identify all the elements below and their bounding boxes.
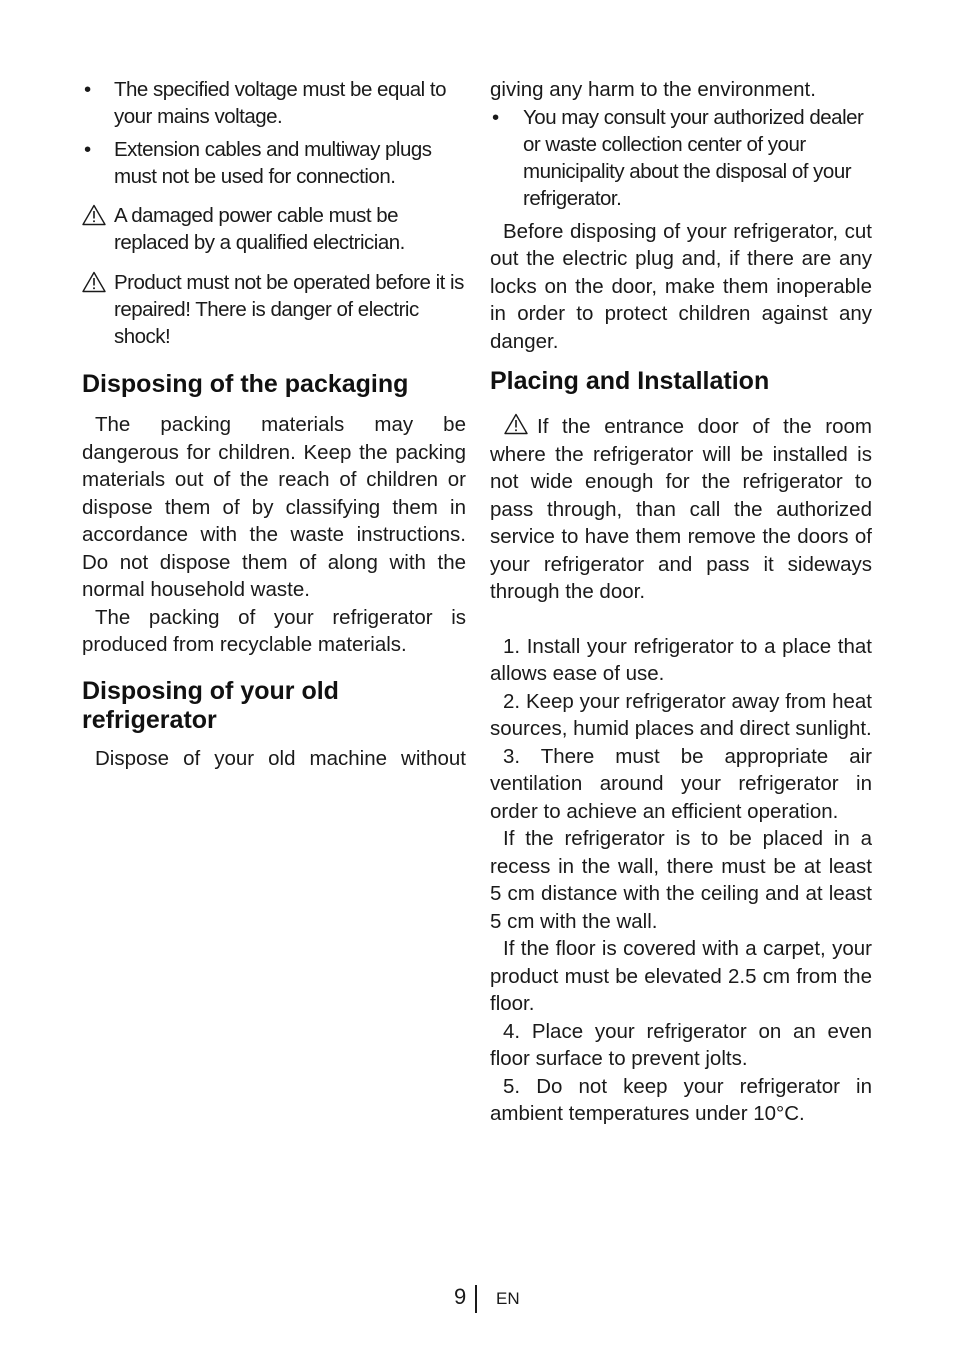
right-column	[490, 76, 872, 1128]
warning-paragraph	[490, 413, 872, 606]
list-item: 3. There must be appropriate air ventilation around your refrigerator in order to achieve an efficient operation.	[490, 744, 872, 823]
section-heading: Disposing of the packaging	[82, 370, 409, 398]
paragraph: If the refrigerator is to be placed in a recess in the wall, there must be at least 5 cm distance with the ceiling and at least 5 cm with the wall.	[490, 827, 872, 933]
bullet-item	[490, 104, 872, 212]
paragraph	[82, 411, 466, 466]
warning-triangle-icon	[82, 271, 106, 293]
list-item: 5. Do not keep your refrigerator in ambient temperatures under 10°C.	[490, 1074, 872, 1125]
warning-text: A damaged power cable must be replaced by a qualified electrician.	[114, 204, 405, 254]
section-heading: Disposing of your old refrigerator	[82, 676, 339, 734]
language-label: EN	[496, 1289, 520, 1308]
paragraph: Dispose of your old machine without	[95, 746, 466, 770]
warning-item	[82, 202, 466, 256]
list-item: 2. Keep your refrigerator away from heat sources, humid places and direct sunlight.	[490, 689, 872, 740]
warning-item	[82, 269, 466, 350]
warning-text: If the entrance door of the room where the refrigerator will be installed is not wide enough for the refrigerator to pass through, than call the authorized service to have them remove the doors of your refrigerator and pass it sideways through the door.	[490, 415, 872, 603]
warning-triangle-icon	[82, 204, 106, 226]
paragraph: giving any harm to the environment.	[490, 78, 816, 101]
section-heading: Placing and Installation	[490, 367, 770, 395]
warning-text: Product must not be operated before it is repaired! There is danger of electric shock!	[114, 271, 464, 348]
bullet-text: Extension cables and multiway plugs must not be used for connection.	[114, 138, 432, 188]
paragraph: Before disposing of your refrigerator, cut out the electric plug and, if there are any locks on the door, make them inoperable in order to protect children against any danger.	[490, 219, 872, 353]
paragraph-text: materials out of the reach of children or dispose them of by classifying them in accordance with the waste instructions. Do not dispose them of along with the normal household waste.	[82, 468, 466, 601]
paragraph: The packing of your refrigerator is produced from recyclable materials.	[82, 605, 466, 656]
list-item: 1. Install your refrigerator to a place that allows ease of use.	[490, 634, 872, 685]
paragraph: If the floor is covered with a carpet, your product must be elevated 2.5 cm from the floor.	[490, 937, 872, 1015]
bullet-text: You may consult your authorized dealer or waste collection center of your municipality about the disposal of your refrigerator.	[523, 105, 864, 210]
bullet-item	[82, 136, 466, 190]
bullet-item	[82, 76, 466, 130]
bullet-text: The specified voltage must be equal to your mains voltage.	[114, 78, 446, 128]
bullet-dot: •	[84, 138, 91, 161]
bullet-dot: •	[492, 105, 499, 129]
warning-triangle-icon	[503, 413, 529, 435]
paragraph	[82, 466, 466, 604]
bullet-dot: •	[84, 78, 91, 101]
footer-divider	[475, 1285, 477, 1313]
left-column	[82, 76, 466, 772]
page-number: 9	[454, 1284, 467, 1309]
page-footer	[0, 1284, 954, 1316]
paragraph-line: The packing materials may be dangerous for children. Keep the packing	[82, 413, 466, 464]
list-item: 4. Place your refrigerator on an even floor surface to prevent jolts.	[490, 1019, 872, 1070]
